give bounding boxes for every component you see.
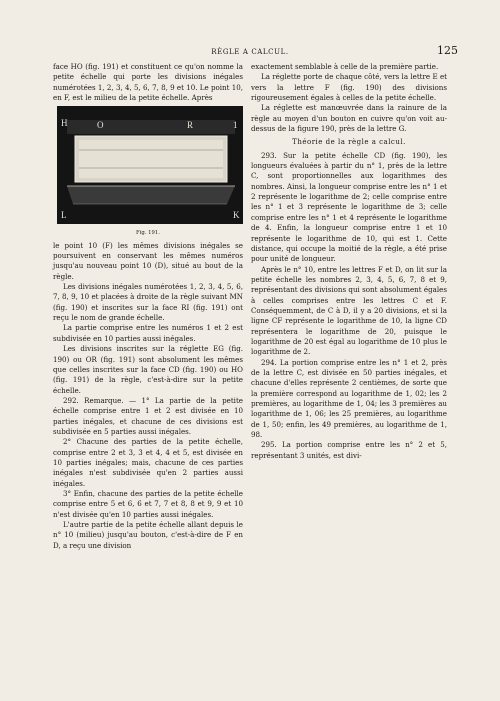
right-column <box>251 62 447 461</box>
label-h: H <box>61 118 68 129</box>
paragraph: 295. La portion comprise entre les n° 2 et 5, représentant 3 unités, est divi- <box>251 440 447 460</box>
label-one: 1 <box>233 120 238 131</box>
slide-rule-illustration <box>57 106 243 224</box>
paragraph: face HO (fig. 191) et constituent ce qu'on nomme la petite échelle qui porte les divisions inégales numérotées 1, 2, 3, 4, 5, 6, 7, 8, 9 et 10. Le point 10, en F, est le milieu de la petite échelle. Après <box>53 62 243 103</box>
paragraph: 292. Remarque. — 1° La partie de la petite échelle comprise entre 1 et 2 est divisée en 10 parties inégales, et chacune de ces divisions est subdivisée en 5 parties aussi inégales. <box>53 395 243 436</box>
paragraph: 2° Chacune des parties de la petite échelle, comprise entre 2 et 3, 3 et 4, 4 et 5, est divisée en 10 parties inégales; mais, chacune de ces parties inégales n'est subdivisée qu'en 2 parties aussi inégales. <box>53 437 243 488</box>
paragraph: L'autre partie de la petite échelle allant depuis le n° 10 (milieu) jusqu'au bouton, c'est-à-dire de F en D, a reçu une division <box>53 520 243 550</box>
section-heading: Théorie de la règle a calcul. <box>292 138 406 147</box>
label-o: O <box>97 120 104 131</box>
running-header: RÈGLE A CALCUL. <box>211 48 289 56</box>
label-r: R <box>187 120 194 131</box>
label-k: K <box>233 210 240 221</box>
paragraph: Après le n° 10, entre les lettres F et D, on lit sur la petite échelle les nombres 2, 3, 4, 5, 6, 7, 8 et 9, représentant des divisions qui sont absolument égales à celles comprises entre les lettres C et F. Conséquemment, de C à D, il y a 20 divisions, et si la ligne CF représente le logarithme de 10, la ligne CD représentera le logarithme de 20, puisque le logarithme de 20 est égal au logarithme de 10 plus le logarithme de 2. <box>251 264 447 357</box>
paragraph: Les divisions inégales numérotées 1, 2, 3, 4, 5, 6, 7, 8, 9, 10 et placées à droite de la règle suivant MN (fig. 190) et inscrites sur la face RI (fig. 191) ont reçu le nom de grande échelle. <box>53 282 243 323</box>
paragraph: La partie comprise entre les numéros 1 et 2 est subdivisée en 10 parties aussi inégales. <box>53 323 243 343</box>
paragraph: 3° Enfin, chacune des parties de la petite échelle comprise entre 5 et 6, 6 et 7, 7 et 8, 8 et 9, 9 et 10 n'est divisée qu'en 10 parties aussi inégales. <box>53 488 243 519</box>
figure-caption: Fig. 191. <box>136 230 160 237</box>
left-column <box>53 62 243 551</box>
label-l: L <box>61 210 67 221</box>
paragraph: La réglette porte de chaque côté, vers la lettre E et vers la lettre F (fig. 190) des divisions rigoureusement égales à celles de la petite échelle. <box>251 72 447 103</box>
slide-rule-figure <box>57 106 243 224</box>
paragraph: 294. La portion comprise entre les n° 1 et 2, près de la lettre C, est divisée en 50 parties inégales, et chacune d'elles représente 2 centièmes, de sorte que la première correspond au logarithme de 1, 02; les 2 premières, au logarithme de 1, 04; les 3 premières au logarithme de 1, 06; les 25 premières, au logarithme de 1, 50; enfin, les 49 premières, au logarithme de 1, 98. <box>251 357 447 440</box>
paragraph: 293. Sur la petite échelle CD (fig. 190), les longueurs évaluées à partir du n° 1, près de la lettre C, sont proportionnelles aux logarithmes des nombres. Ainsi, la longueur comprise entre les n° 1 et 2 représente le logarithme de 2; celle comprise entre les n° 1 et 3 représente le logarithme de 3; celle comprise entre les n° 1 et 4 représente le logarithme de 4. Enfin, la longueur comprise entre 1 et 10 représente le logarithme de 10, qui est 1. Cette distance, qui occupe la moitié de la règle, a été prise pour unité de longueur. <box>251 150 447 264</box>
paragraph: exactement semblable à celle de la première partie. <box>251 62 439 71</box>
page-number: 125 <box>437 44 458 57</box>
paragraph: le point 10 (F) les mêmes divisions inégales se poursuivent en conservant les mêmes numéros jusqu'au nouveau point 10 (D), situé au bout de la règle. <box>53 240 243 281</box>
paragraph: La réglette est manœuvrée dans la rainure de la règle au moyen d'un bouton en cuivre qu'on voit au-dessus de la figure 190, près de la lettre G. <box>251 103 447 134</box>
paragraph: Les divisions inscrites sur la réglette EG (fig. 190) ou OR (fig. 191) sont absolument les mêmes que celles inscrites sur la face CD (fig. 190) ou HO (fig. 191) de la règle, c'est-à-dire sur la petite échelle. <box>53 344 243 395</box>
